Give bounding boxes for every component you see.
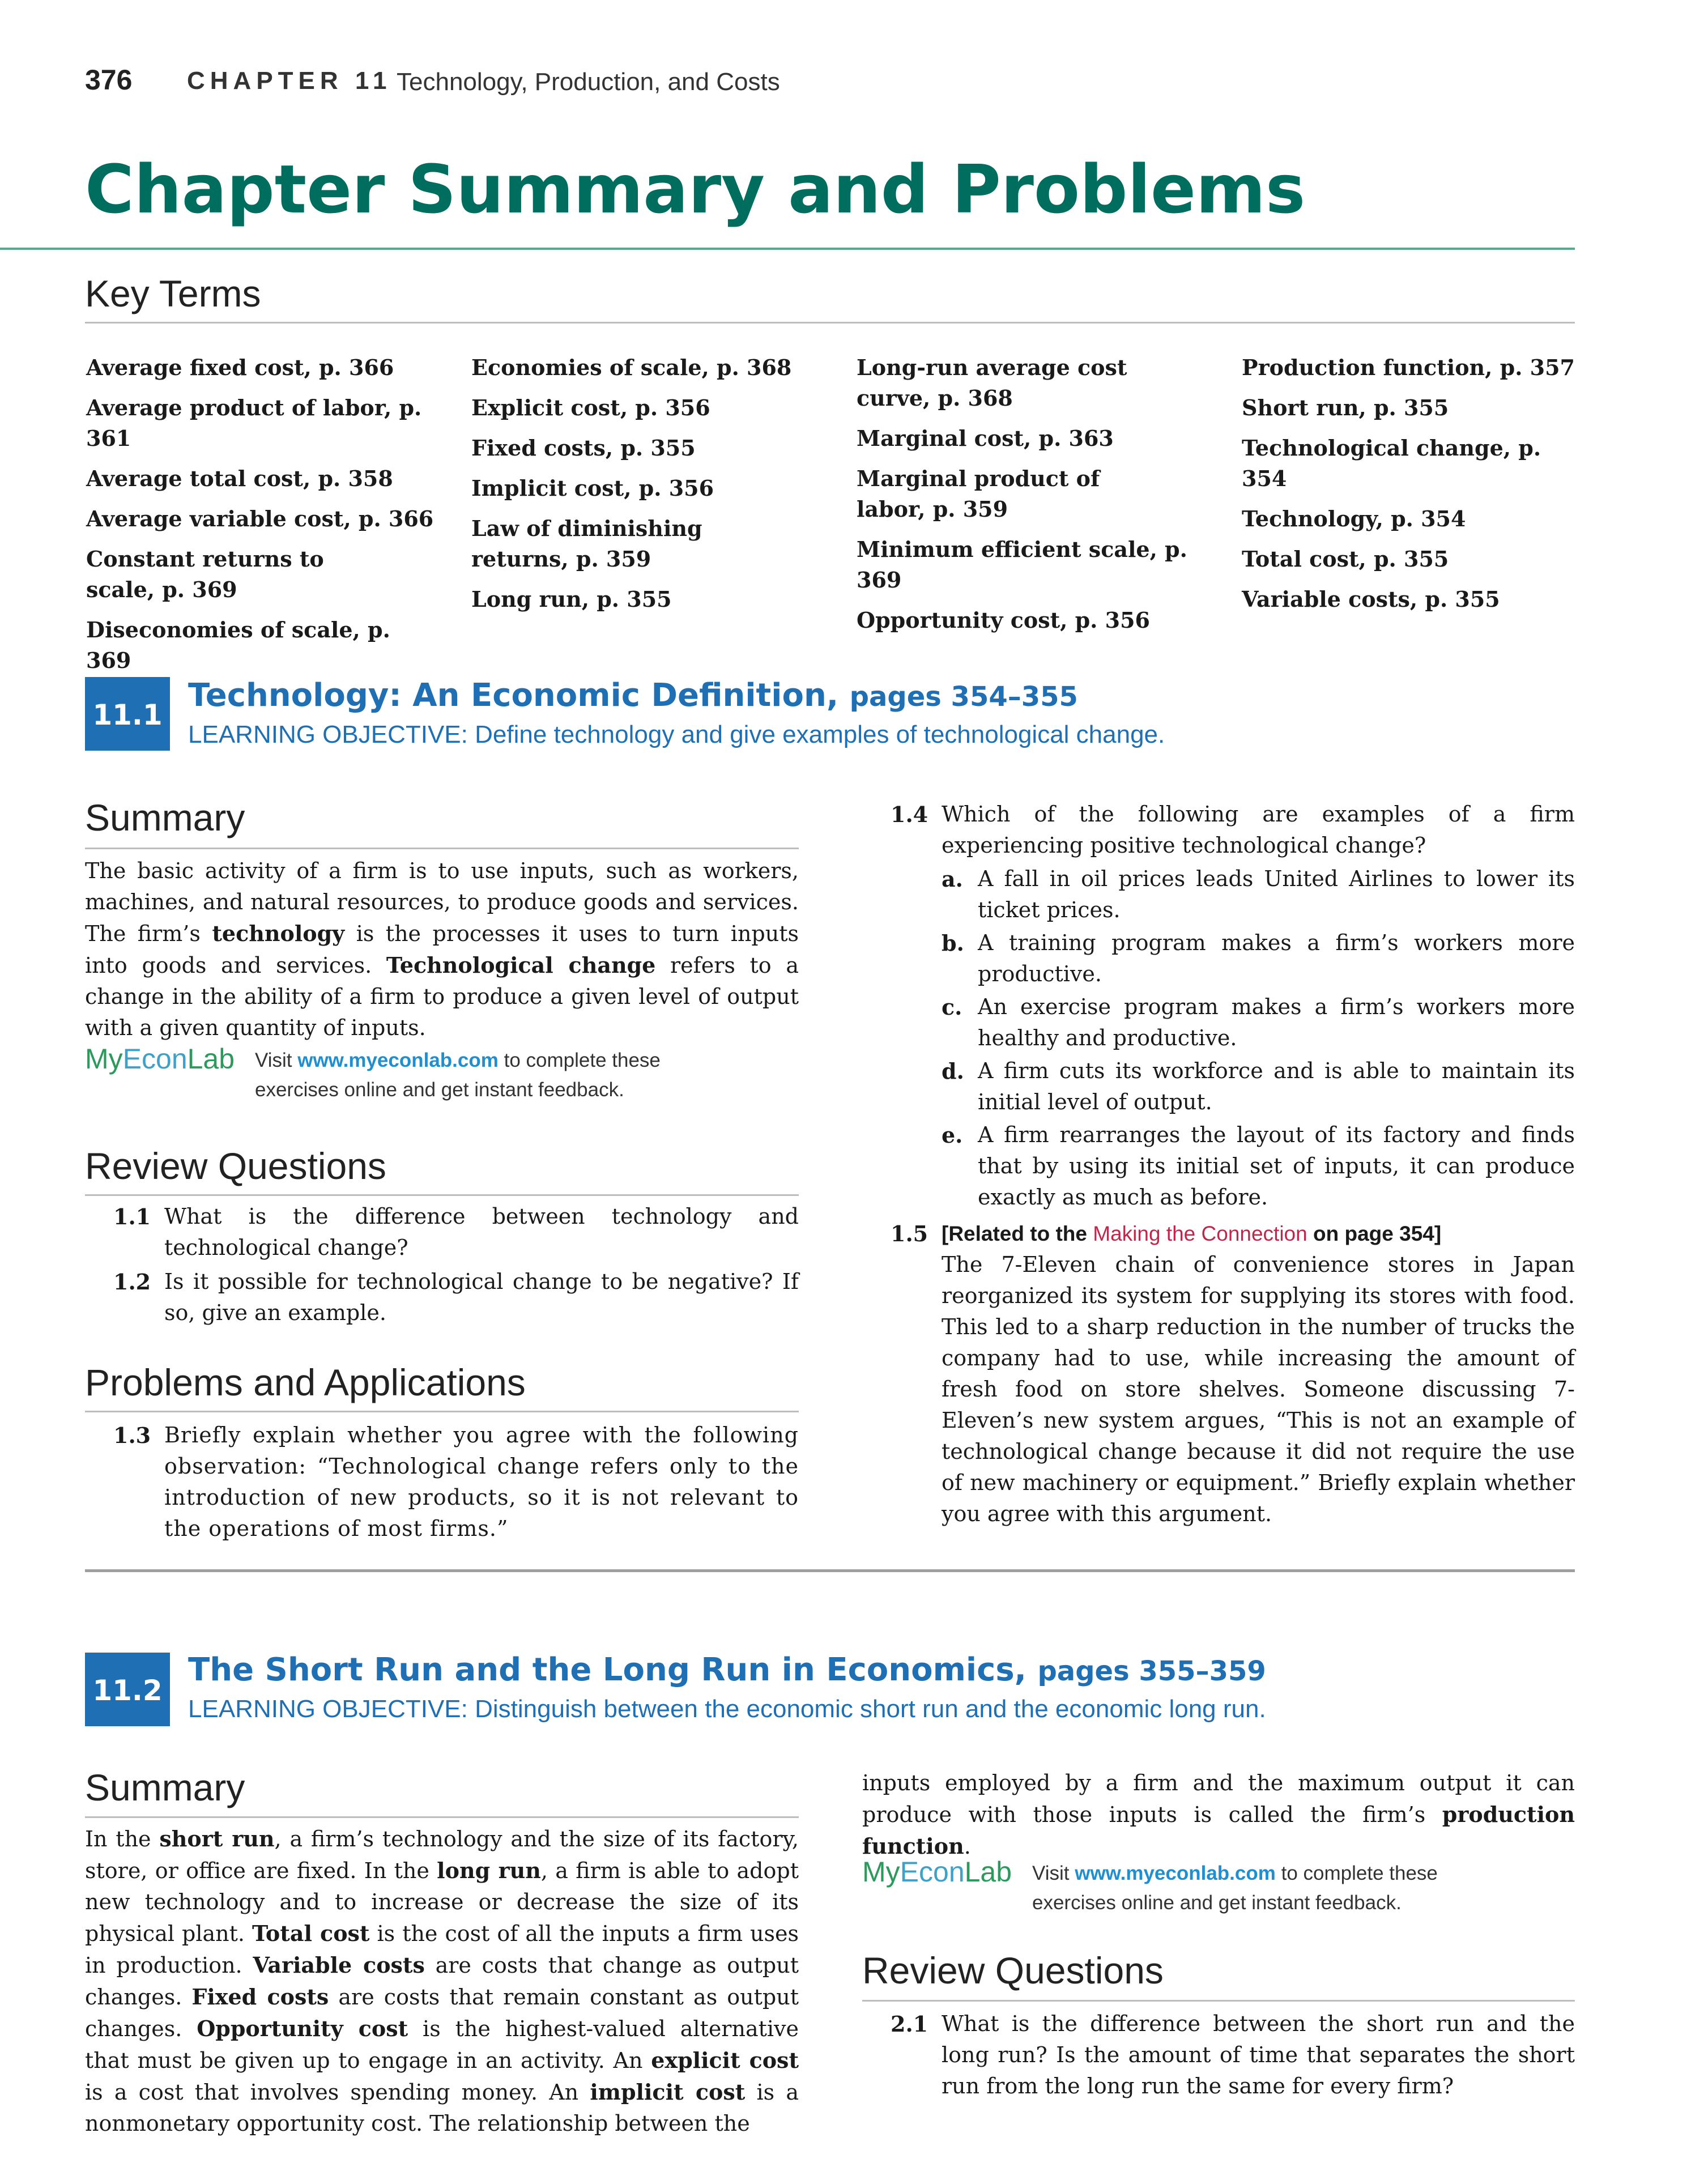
page-title: Chapter Summary and Problems bbox=[85, 150, 1306, 228]
myeconlab-logo: MyEconLab bbox=[862, 1856, 1012, 1888]
key-term: Variable costs, p. 355 bbox=[1242, 586, 1500, 612]
chapter-label: CHAPTER 11 bbox=[187, 67, 392, 95]
key-term: Fixed costs, p. 355 bbox=[471, 435, 696, 461]
problems-heading: Problems and Applications bbox=[85, 1361, 526, 1403]
key-term: Minimum efficient scale, p. 369 bbox=[857, 537, 1187, 593]
review-divider bbox=[862, 2000, 1575, 2002]
related-to-note: [Related to the Making the Connection on page 354] bbox=[942, 1222, 1442, 1245]
learning-objective: LEARNING OBJECTIVE: Define technology and give examples of technological change. bbox=[188, 721, 1165, 748]
question-1-2: 1.2 Is it possible for technological change to be negative? If so, give an example. bbox=[113, 1269, 799, 1325]
key-term: Technological change, p. 354 bbox=[1242, 435, 1541, 491]
making-the-connection-link[interactable]: Making the Connection bbox=[1093, 1222, 1307, 1245]
key-term: Technology, p. 354 bbox=[1242, 506, 1466, 531]
learning-objective: LEARNING OBJECTIVE: Distinguish between the economic short run and the economic long run. bbox=[188, 1695, 1266, 1723]
myeconlab-logo: MyEconLab bbox=[85, 1043, 235, 1075]
key-term: Economies of scale, p. 368 bbox=[471, 355, 792, 380]
review-questions-heading: Review Questions bbox=[85, 1145, 386, 1187]
chapter-title: Technology, Production, and Costs bbox=[397, 68, 780, 96]
option-a: a. A fall in oil prices leads United Airlines to lower its ticket prices. bbox=[942, 866, 1575, 922]
summary-text-continued: inputs employed by a firm and the maximum output it can produce with those inputs is called the firm’s production function. bbox=[862, 1770, 1575, 1859]
option-e: e. A firm rearranges the layout of its factory and finds that by using its initial set of inputs, it can produce exactly as much as before. bbox=[942, 1122, 1575, 1210]
key-terms-column-4 bbox=[1242, 352, 1576, 624]
key-term: Marginal product of labor, p. 359 bbox=[857, 466, 1100, 522]
title-divider bbox=[0, 248, 1575, 250]
key-term: Production function, p. 357 bbox=[1242, 355, 1575, 380]
key-term: Constant returns to scale, p. 369 bbox=[86, 546, 324, 602]
key-term: Explicit cost, p. 356 bbox=[471, 395, 710, 420]
myeconlab-link[interactable]: www.myeconlab.com bbox=[297, 1049, 499, 1071]
question-1-4: 1.4 Which of the following are examples of a firm experiencing positive technological change? a. A fall in oil prices leads United Airlines to lower its ticket prices. b. A training program makes a firm’s workers more productive. c. An exercise program makes a firm’s workers more healthy and productive. d. A firm cuts its workforce and is able to maintain its initial level of output. e. A firm rearranges the layout of its factory and finds that by using its initial set of inputs, it can produce exactly as much as before. bbox=[891, 799, 1575, 1213]
key-term: Long-run average cost curve, p. 368 bbox=[857, 355, 1127, 411]
key-term: Long run, p. 355 bbox=[471, 586, 672, 612]
key-term: Average product of labor, p. 361 bbox=[86, 395, 422, 451]
key-term: Law of diminishing returns, p. 359 bbox=[471, 516, 702, 572]
summary-divider bbox=[85, 848, 799, 849]
section-title-text: The Short Run and the Long Run in Economics, bbox=[188, 1651, 1026, 1688]
section-title bbox=[188, 677, 1078, 714]
key-term: Average fixed cost, p. 366 bbox=[86, 355, 394, 380]
question-2-1: 2.1 What is the difference between the short run and the long run? Is the amount of time that separates the short run from the long run the same for every firm? bbox=[891, 2011, 1575, 2098]
key-terms-column-3 bbox=[857, 352, 1208, 645]
option-b: b. A training program makes a firm’s workers more productive. bbox=[942, 930, 1575, 986]
option-d: d. A firm cuts its workforce and is able to maintain its initial level of output. bbox=[942, 1058, 1575, 1114]
myeconlab-note: Visit www.myeconlab.com to complete these exercises online and get instant feedback. bbox=[1032, 1862, 1438, 1914]
section-badge: 11.1 bbox=[85, 677, 170, 751]
myeconlab-note: Visit www.myeconlab.com to complete these exercises online and get instant feedback. bbox=[255, 1049, 661, 1101]
key-term: Short run, p. 355 bbox=[1242, 395, 1449, 420]
key-term: Total cost, p. 355 bbox=[1242, 546, 1449, 572]
review-divider bbox=[85, 1194, 799, 1196]
summary-divider bbox=[85, 1816, 799, 1818]
question-1-1: 1.1 What is the difference between technology and technological change? bbox=[113, 1204, 799, 1260]
summary-text: The basic activity of a firm is to use inputs, such as workers, machines, and natural resources, to produce goods and services. The firm’s technology is the processes it uses to turn inputs into goods and services. Technological change refers to a change in the ability of a firm to produce a given level of output with a given quantity of inputs. bbox=[85, 858, 799, 1040]
question-1-5: 1.5 [Related to the Making the Connection on page 354] The 7-Eleven chain of convenience stores in Japan reorganized its system for supplying its stores with food. This led to a sharp reduction in the number of trucks the company had to use, while increasing the amount of fresh food on store shelves. Someone discussing 7-Eleven’s new system argues, “This is not an example of technological change because it did not require the use of new machinery or equipment.” Briefly explain whether you agree with this argument. bbox=[891, 1218, 1575, 1530]
key-terms-column-1 bbox=[86, 352, 437, 686]
section-badge: 11.2 bbox=[85, 1653, 170, 1726]
key-term: Implicit cost, p. 356 bbox=[471, 475, 714, 501]
summary-heading: Summary bbox=[85, 1766, 245, 1808]
page-number: 376 bbox=[85, 64, 133, 96]
section-title bbox=[188, 1651, 1266, 1688]
key-term: Marginal cost, p. 363 bbox=[857, 425, 1114, 451]
section-divider bbox=[85, 1569, 1575, 1572]
review-questions-heading: Review Questions bbox=[862, 1949, 1164, 1991]
section-pages: pages 355–359 bbox=[1037, 1655, 1266, 1687]
key-term: Average variable cost, p. 366 bbox=[86, 506, 434, 531]
key-term: Opportunity cost, p. 356 bbox=[857, 607, 1150, 633]
key-term: Average total cost, p. 358 bbox=[86, 466, 393, 491]
option-c: c. An exercise program makes a firm’s workers more healthy and productive. bbox=[942, 994, 1575, 1050]
summary-text: In the short run, a firm’s technology and the size of its factory, store, or office are fixed. In the long run, a firm is able to adopt new technology and to increase or decrease the size of its physical plant. Total cost is the cost of all the inputs a firm uses in production. Variable costs are costs that change as output changes. Fixed costs are costs that remain constant as output changes. Opportunity cost is the highest-valued alternative that must be given up to engage in an activity. An explicit cost is a cost that involves spending money. An implicit cost is a nonmonetary opportunity cost. The relationship between the bbox=[85, 1826, 799, 2136]
question-1-3: 1.3 Briefly explain whether you agree with the following observation: “Technological change refers only to the introduction of new products, so it is not relevant to the operations of most firms.” bbox=[113, 1423, 799, 1541]
key-terms-divider bbox=[85, 322, 1575, 323]
section-pages: pages 354–355 bbox=[849, 681, 1078, 713]
key-terms-column-2 bbox=[471, 352, 823, 624]
myeconlab-link[interactable]: www.myeconlab.com bbox=[1075, 1862, 1276, 1884]
section-title-text: Technology: An Economic Definition, bbox=[188, 677, 839, 714]
summary-heading: Summary bbox=[85, 797, 245, 838]
key-terms-heading: Key Terms bbox=[85, 273, 261, 314]
key-term: Diseconomies of scale, p. 369 bbox=[86, 617, 390, 673]
problems-divider bbox=[85, 1411, 799, 1412]
